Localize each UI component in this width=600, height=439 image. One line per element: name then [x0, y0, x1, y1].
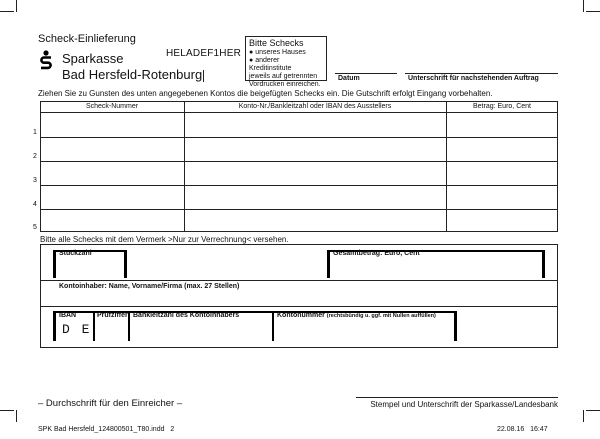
kontonummer-hint: (rechtsbündig u. ggf. mit Nullen auffüllen)	[326, 313, 436, 319]
kontonummer-label	[277, 312, 436, 319]
check-number-input[interactable]	[44, 117, 180, 135]
header-betrag: Betrag: Euro, Cent	[473, 103, 531, 110]
holder-name-input[interactable]	[59, 292, 539, 304]
total-bracket	[542, 250, 545, 278]
crop-mark	[16, 0, 17, 12]
table-header-divider	[40, 112, 558, 113]
account-iban-input[interactable]	[188, 165, 442, 183]
total-bracket	[327, 250, 330, 278]
crop-mark	[586, 410, 600, 411]
row-number: 4	[33, 201, 37, 208]
bank-brand: Sparkasse	[62, 51, 124, 66]
iban-bracket	[53, 311, 56, 341]
account-number-input[interactable]	[278, 322, 450, 338]
row-divider	[40, 209, 558, 210]
amount-input[interactable]	[450, 141, 554, 159]
row-number: 5	[33, 224, 37, 231]
bank-branch: Bad Hersfeld-Rotenburg	[62, 67, 203, 82]
crop-mark	[0, 410, 14, 411]
table-column-divider	[184, 101, 185, 232]
check-digit-input[interactable]	[98, 322, 126, 338]
please-box-line3: jeweils auf getrennten	[249, 73, 318, 80]
signature-label: Unterschrift für nachstehenden Auftrag	[408, 75, 539, 82]
iban-label: IBAN	[59, 312, 77, 319]
bullet-icon: ●	[249, 49, 254, 56]
holder-label: Kontoinhaber: Name, Vorname/Firma (max. 27 Stellen)	[59, 283, 240, 290]
check-number-input[interactable]	[44, 212, 180, 230]
count-bracket	[124, 250, 127, 278]
amount-input[interactable]	[450, 117, 554, 135]
header-konto-iban: Konto-Nr./Bankleitzahl oder IBAN des Ausstellers	[238, 103, 392, 110]
instruction-text: Ziehen Sie zu Gunsten des unten angegebenen Kontos die beigefügten Schecks ein. Die Gutschrift erfolgt Eingang vorbehalten.	[38, 89, 493, 98]
total-amount-input[interactable]	[334, 260, 538, 276]
print-file-info: SPK Bad Hersfeld_124800501_T80.indd 2	[38, 426, 175, 433]
date-input[interactable]	[335, 60, 397, 72]
please-box-line4: Vordrucken einreichen.	[249, 81, 321, 88]
crop-mark	[583, 0, 584, 12]
row-divider	[40, 161, 558, 162]
account-iban-input[interactable]	[188, 212, 442, 230]
bic-code: HELADEF1HER	[166, 48, 241, 59]
iban-segment-tick	[272, 311, 274, 341]
header-scheck-nummer: Scheck-Nummer	[85, 103, 139, 110]
count-bracket	[53, 250, 56, 278]
crop-mark	[583, 410, 584, 422]
section-divider	[40, 280, 558, 281]
account-iban-input[interactable]	[188, 117, 442, 135]
check-number-input[interactable]	[44, 189, 180, 207]
total-label: Gesamtbetrag: Euro, Cent	[333, 250, 420, 257]
amount-input[interactable]	[450, 212, 554, 230]
table-column-divider	[446, 101, 447, 232]
account-iban-input[interactable]	[188, 189, 442, 207]
bullet-icon: ●	[249, 57, 254, 64]
row-number: 2	[33, 153, 37, 160]
kontonummer-label-text: Kontonummer	[277, 312, 325, 319]
date-label: Datum	[338, 75, 360, 82]
copy-label: – Durchschrift für den Einreicher –	[38, 398, 183, 409]
iban-segment-tick	[128, 311, 130, 341]
pruefziffer-label: Prüfziffer	[97, 312, 128, 319]
crop-mark	[16, 410, 17, 422]
row-number: 1	[33, 129, 37, 136]
row-divider	[40, 185, 558, 186]
section-divider	[40, 306, 558, 307]
sparkasse-logo-icon	[38, 50, 54, 70]
crop-mark	[0, 11, 14, 12]
amount-input[interactable]	[450, 189, 554, 207]
please-box	[245, 36, 327, 88]
stamp-line	[356, 397, 558, 398]
row-number: 3	[33, 177, 37, 184]
date-line	[335, 73, 397, 74]
amount-input[interactable]	[450, 165, 554, 183]
please-box-line1: unseres Hauses	[255, 49, 306, 56]
bank-code-input[interactable]	[134, 322, 268, 338]
signature-line	[405, 73, 558, 74]
check-number-input[interactable]	[44, 141, 180, 159]
print-date-info: 22.08.16 16:47	[497, 426, 548, 433]
stamp-label: Stempel und Unterschrift der Sparkasse/Landesbank	[370, 400, 558, 409]
account-iban-input[interactable]	[188, 141, 442, 159]
please-box-line2: anderer Kreditinstitute	[249, 57, 292, 72]
count-label: Stückzahl	[59, 250, 92, 257]
count-input[interactable]	[60, 260, 120, 276]
blz-label: Bankleitzahl des Kontoinhabers	[133, 312, 240, 319]
form-title: Scheck-Einlieferung	[38, 33, 136, 45]
crossing-note: Bitte alle Schecks mit dem Vermerk >Nur zur Verrechnung< versehen.	[40, 235, 289, 244]
signature-input[interactable]	[405, 60, 558, 72]
crop-mark	[586, 11, 600, 12]
please-box-title: Bitte Schecks	[249, 38, 304, 48]
bic-tick	[203, 70, 204, 82]
check-number-input[interactable]	[44, 165, 180, 183]
iban-segment-tick	[93, 311, 95, 341]
iban-bracket	[454, 311, 457, 341]
row-divider	[40, 137, 558, 138]
iban-country-prefix: D E	[62, 322, 92, 337]
